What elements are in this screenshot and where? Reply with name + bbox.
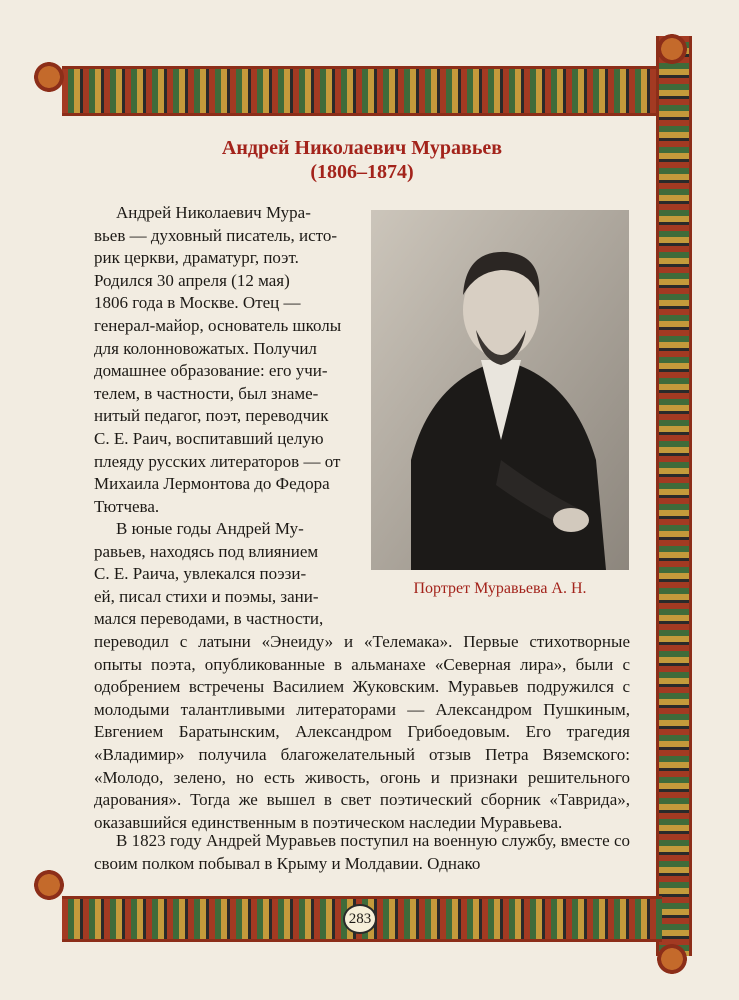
paragraph-3 xyxy=(94,830,630,875)
text-line: 1806 года в Москве. Отец — xyxy=(94,293,301,313)
paragraph-2-start-text xyxy=(94,518,360,631)
paragraph-2-continued-text: переводил с латыни «Энеиду» и «Телемака». Первые стихотворные опыты поэта, опубликованные в альманахе «Северная лира», были с одобрением встречены Василием Жуковским. Муравьев подружился с молодыми талантливыми литераторами — Александром Пушкиным, Евгением Баратынским, Александром Грибоедовым. Его трагедия «Владимир» получила благожелательный отзыв Петра Вяземского: «Молодо, зелено, но есть живость, огонь и признаки решительного дарования». Тогда же вышел в свет поэтический сборник «Таврида», оказавшийся единственным в поэтическом наследии Муравьева. xyxy=(94,632,630,832)
ornament-border-top xyxy=(62,66,662,116)
portrait-image xyxy=(371,210,629,570)
text-line: генерал-майор, основатель школы xyxy=(94,315,342,335)
ornament-corner-icon xyxy=(30,58,68,96)
article-title xyxy=(150,136,574,184)
text-line: Михаила Лермонтова до Федора xyxy=(94,474,330,494)
ornament-corner-icon xyxy=(30,866,68,904)
portrait-caption: Портрет Муравьева А. Н. xyxy=(413,580,587,597)
author-name: Андрей Николаевич Муравьев xyxy=(221,137,503,159)
text-line: телем, в частности, был знаме- xyxy=(94,383,319,403)
text-line: рик церкви, драматург, поэт. xyxy=(94,248,299,268)
text-line: Андрей Николаевич Мура- xyxy=(116,203,311,222)
text-line: Родился 30 апреля (12 мая) xyxy=(94,270,290,290)
paragraph-2-start xyxy=(94,518,360,631)
text-line: равьев, находясь под влиянием xyxy=(94,541,319,561)
text-line: вьев — духовный писатель, исто- xyxy=(94,225,338,245)
author-years: (1806–1874) xyxy=(310,161,414,183)
ornament-corner-icon xyxy=(653,940,691,978)
paragraph-1-text xyxy=(94,202,360,518)
paragraph-2-continued xyxy=(94,631,630,834)
text-line: плеяду русских литераторов — от xyxy=(94,451,341,471)
text-line: В юные годы Андрей Му- xyxy=(116,519,304,538)
text-line: нитый педагог, поэт, переводчик xyxy=(94,406,329,426)
page-number: 283 xyxy=(343,904,377,934)
text-line: Тютчева. xyxy=(94,496,160,516)
ornament-border-right xyxy=(656,36,692,956)
ornament-corner-icon xyxy=(653,30,691,68)
paragraph-3-text: В 1823 году Андрей Муравьев поступил на военную службу, вместе со своим полком побывал в Крыму и Молдавии. Однако xyxy=(94,831,630,873)
text-line: С. Е. Раича, увлекался поэзи- xyxy=(94,564,307,584)
text-line: домашнее образование: его учи- xyxy=(94,361,328,381)
text-line: мался переводами, в частности, xyxy=(94,609,324,629)
text-line: С. Е. Раич, воспитавший целую xyxy=(94,428,324,448)
paragraph-1 xyxy=(94,202,360,518)
text-line: для колонновожатых. Получил xyxy=(94,338,317,358)
text-line: ей, писал стихи и поэмы, зани- xyxy=(94,586,319,606)
